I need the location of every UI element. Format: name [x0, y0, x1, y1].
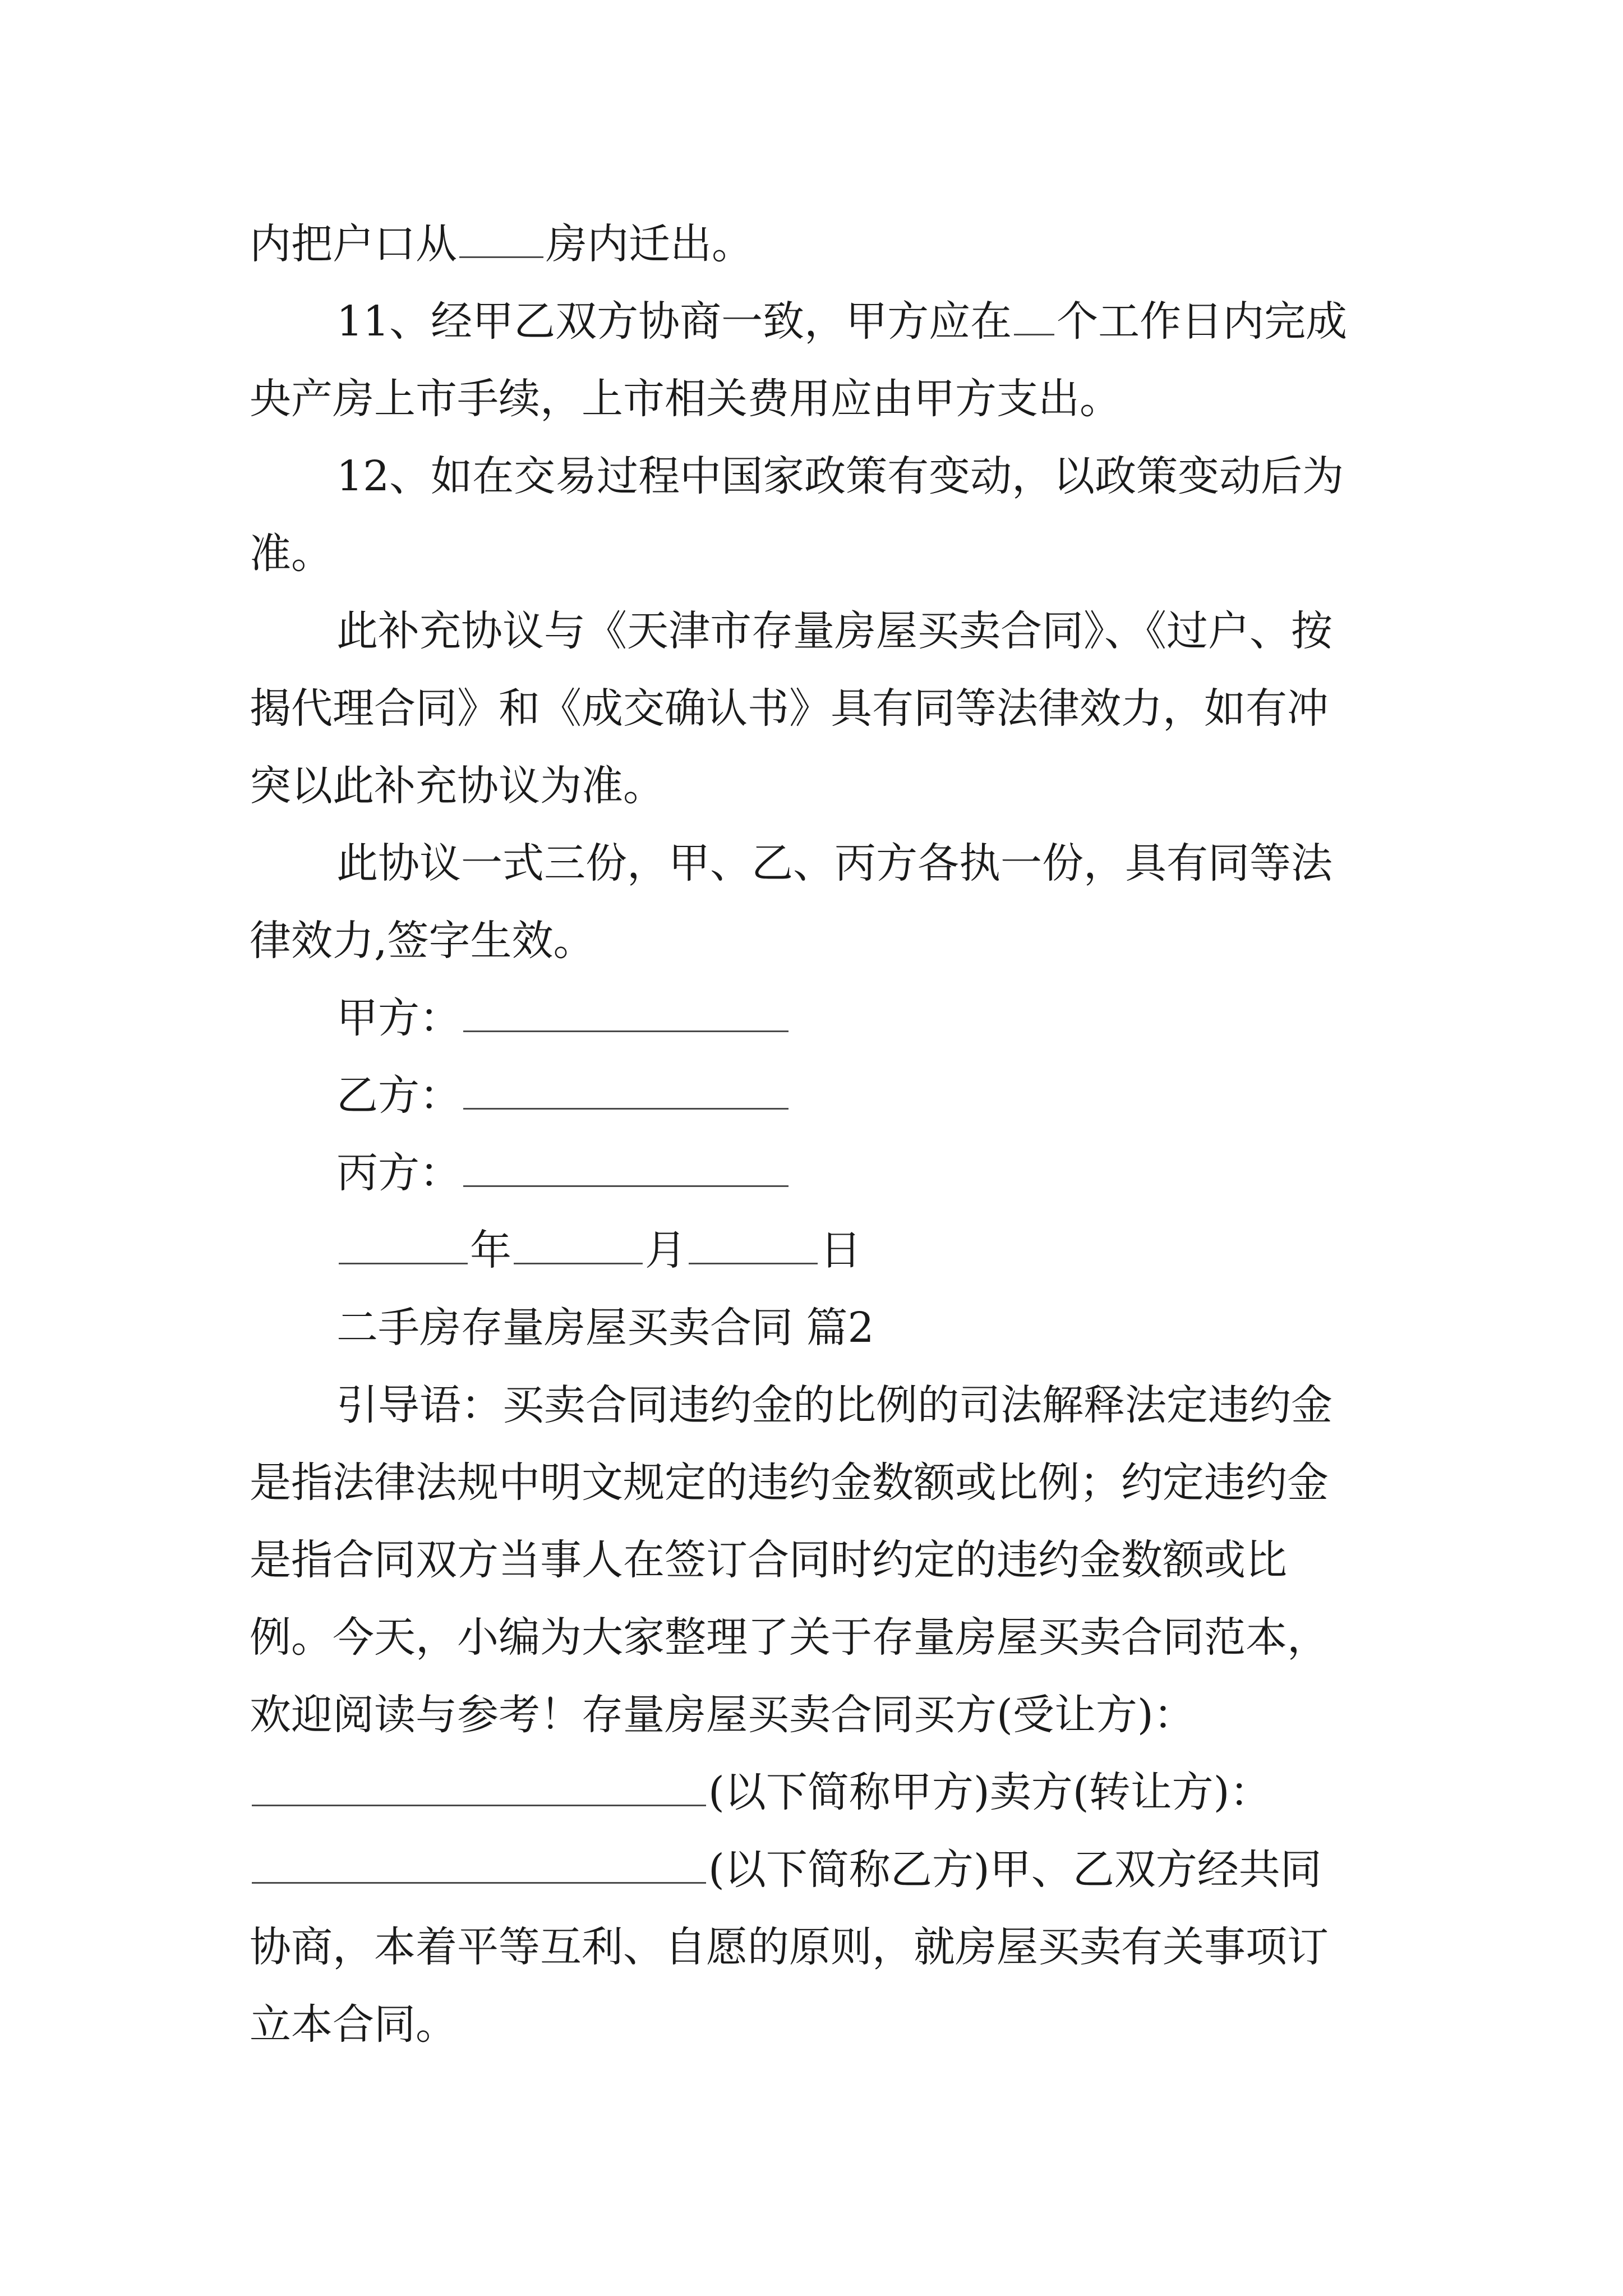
fill-in-blank[interactable] — [1014, 302, 1054, 335]
signature-blank[interactable] — [463, 999, 789, 1032]
text-fragment: 此协议一式三份，甲、乙、丙方各执一份，具有同等法 — [336, 839, 1332, 887]
paragraph-line — [336, 1374, 1332, 1436]
signature-line-party-c — [336, 1142, 791, 1204]
text-fragment: 协商，本着平等互利、自愿的原则，就房屋买卖有关事项订 — [250, 1923, 1329, 1971]
paragraph-line — [250, 1839, 1322, 1901]
text-fragment: 准。 — [250, 530, 333, 578]
paragraph-line — [250, 1529, 1287, 1591]
paragraph-line — [250, 755, 665, 817]
year-blank[interactable] — [339, 1231, 468, 1264]
day-label: 日 — [820, 1226, 861, 1274]
text-fragment: 例。今天，小编为大家整理了关于存量房屋买卖合同范本， — [250, 1613, 1329, 1662]
paragraph-line — [250, 523, 333, 585]
signature-line-party-a — [336, 987, 791, 1049]
text-fragment: 是指法律法规中明文规定的违约金数额或比例；约定违约金 — [250, 1458, 1329, 1507]
paragraph-line — [250, 1916, 1329, 1978]
text-fragment: 律效力,签字生效。 — [250, 917, 595, 965]
paragraph-line — [250, 1761, 1271, 1823]
text-fragment: 内把户口从 — [250, 220, 457, 268]
section-title-text: 二手房存量房屋买卖合同 篇2 — [336, 1304, 874, 1352]
signature-blank[interactable] — [463, 1154, 789, 1187]
paragraph-line — [250, 213, 753, 275]
month-blank[interactable] — [514, 1231, 643, 1264]
buyer-name-blank[interactable] — [252, 1773, 706, 1806]
text-fragment: 个工作日内完成 — [1057, 297, 1348, 346]
paragraph-line — [250, 910, 595, 972]
seller-name-blank[interactable] — [252, 1851, 706, 1884]
text-fragment: 突以此补充协议为准。 — [250, 762, 665, 810]
text-fragment: 11、经甲乙双方协商一致，甲方应在 — [336, 297, 1012, 346]
text-fragment: (以下简称乙方)甲、乙双方经共同 — [708, 1846, 1322, 1894]
paragraph-line — [250, 1607, 1329, 1668]
paragraph-line — [250, 368, 1121, 430]
text-fragment: 央产房上市手续，上市相关费用应由甲方支出。 — [250, 375, 1121, 423]
paragraph-line — [250, 1684, 1195, 1746]
paragraph-line — [250, 1994, 457, 2055]
fill-in-blank[interactable] — [459, 225, 543, 258]
date-line — [336, 1220, 861, 1281]
text-fragment: 房内迁出。 — [546, 220, 753, 268]
year-label: 年 — [470, 1226, 511, 1274]
paragraph-line — [336, 291, 1347, 352]
party-a-label: 甲方： — [336, 994, 461, 1042]
party-b-label: 乙方： — [336, 1071, 461, 1120]
paragraph-line — [336, 600, 1332, 662]
day-blank[interactable] — [689, 1231, 818, 1264]
text-fragment: 此补充协议与《天津市存量房屋买卖合同》、《过户、按 — [336, 607, 1332, 655]
paragraph-line — [336, 832, 1332, 894]
text-fragment: 立本合同。 — [250, 2000, 457, 2049]
month-label: 月 — [645, 1226, 686, 1274]
text-fragment: 12、如在交易过程中国家政策有变动，以政策变动后为 — [336, 452, 1344, 500]
paragraph-line — [250, 678, 1329, 739]
signature-blank[interactable] — [463, 1076, 789, 1110]
paragraph-line — [336, 445, 1344, 507]
section-title — [336, 1297, 874, 1359]
paragraph-line — [250, 1452, 1329, 1513]
text-fragment: (以下简称甲方)卖方(转让方)： — [708, 1768, 1271, 1816]
party-c-label: 丙方： — [336, 1149, 461, 1197]
signature-line-party-b — [336, 1065, 791, 1126]
text-fragment: 是指合同双方当事人在签订合同时约定的违约金数额或比 — [250, 1536, 1287, 1584]
text-fragment: 引导语：买卖合同违约金的比例的司法解释法定违约金 — [336, 1381, 1332, 1429]
text-fragment: 欢迎阅读与参考！存量房屋买卖合同买方(受让方)： — [250, 1691, 1195, 1739]
text-fragment: 揭代理合同》和《成交确认书》具有同等法律效力，如有冲 — [250, 684, 1329, 733]
